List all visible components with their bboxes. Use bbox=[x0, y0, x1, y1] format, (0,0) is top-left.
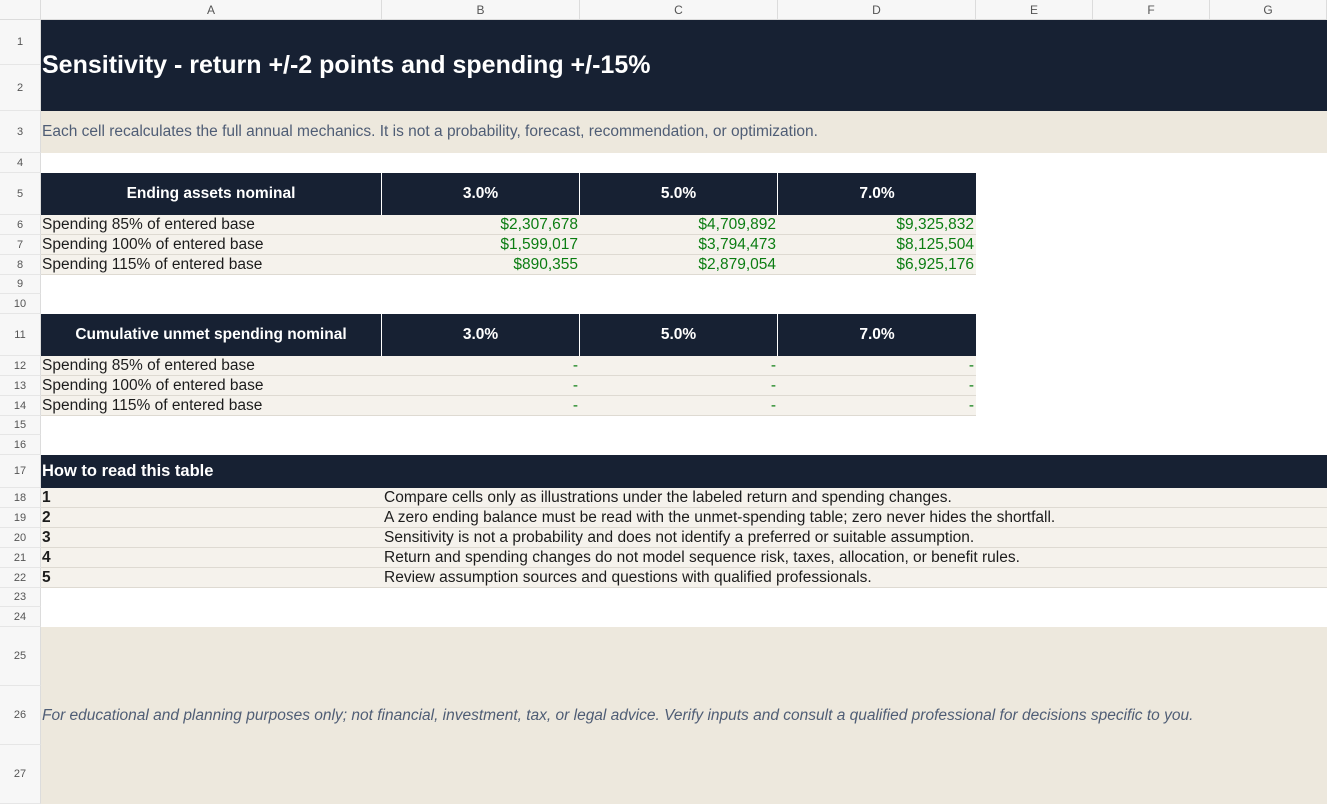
how-item-number[interactable]: 3 bbox=[41, 528, 382, 548]
how-item-text[interactable]: Compare cells only as illustrations under the labeled return and spending changes. bbox=[382, 488, 1327, 508]
row-header-20[interactable]: 20 bbox=[0, 528, 41, 548]
ending-return-header: 3.0% bbox=[382, 173, 580, 215]
how-item-text[interactable]: Review assumption sources and questions with qualified professionals. bbox=[382, 568, 1327, 588]
column-header-b[interactable]: B bbox=[382, 0, 580, 20]
how-item-number[interactable]: 4 bbox=[41, 548, 382, 568]
how-item-number[interactable]: 1 bbox=[41, 488, 382, 508]
row-header-25[interactable]: 25 bbox=[0, 627, 41, 686]
unmet-return-header: 5.0% bbox=[580, 314, 778, 356]
row-header-9[interactable]: 9 bbox=[0, 275, 41, 294]
column-header-g[interactable]: G bbox=[1210, 0, 1327, 20]
row-header-6[interactable]: 6 bbox=[0, 215, 41, 235]
row-header-27[interactable]: 27 bbox=[0, 745, 41, 804]
row-header-10[interactable]: 10 bbox=[0, 294, 41, 314]
row-header-5[interactable]: 5 bbox=[0, 173, 41, 215]
how-item-text[interactable]: Sensitivity is not a probability and does not identify a preferred or suitable assumption. bbox=[382, 528, 1327, 548]
row-header-7[interactable]: 7 bbox=[0, 235, 41, 255]
row-header-15[interactable]: 15 bbox=[0, 416, 41, 435]
ending-value-cell[interactable]: $2,879,054 bbox=[580, 255, 778, 275]
row-header-14[interactable]: 14 bbox=[0, 396, 41, 416]
column-header-a[interactable]: A bbox=[41, 0, 382, 20]
row-header-2[interactable]: 2 bbox=[0, 65, 41, 111]
ending-return-header: 5.0% bbox=[580, 173, 778, 215]
column-header-e[interactable]: E bbox=[976, 0, 1093, 20]
how-to-read-header: How to read this table bbox=[41, 455, 1327, 488]
page-title: Sensitivity - return +/-2 points and spending +/-15% bbox=[41, 20, 1327, 111]
ending-row-label[interactable]: Spending 100% of entered base bbox=[41, 235, 382, 255]
unmet-row-label[interactable]: Spending 100% of entered base bbox=[41, 376, 382, 396]
ending-return-header: 7.0% bbox=[778, 173, 976, 215]
unmet-value-cell[interactable]: - bbox=[778, 396, 976, 416]
disclaimer-text: For educational and planning purposes only; not financial, investment, tax, or legal advice. Verify inputs and consult a qualified professional for decisions specific to you. bbox=[41, 627, 1327, 804]
unmet-value-cell[interactable]: - bbox=[778, 376, 976, 396]
row-header-26[interactable]: 26 bbox=[0, 686, 41, 745]
row-header-16[interactable]: 16 bbox=[0, 435, 41, 455]
row-header-3[interactable]: 3 bbox=[0, 111, 41, 153]
row-header-1[interactable]: 1 bbox=[0, 20, 41, 65]
column-header-f[interactable]: F bbox=[1093, 0, 1210, 20]
unmet-row-label[interactable]: Spending 115% of entered base bbox=[41, 396, 382, 416]
unmet-value-cell[interactable]: - bbox=[580, 396, 778, 416]
ending-value-cell[interactable]: $3,794,473 bbox=[580, 235, 778, 255]
unmet-value-cell[interactable]: - bbox=[580, 376, 778, 396]
ending-value-cell[interactable]: $8,125,504 bbox=[778, 235, 976, 255]
unmet-value-cell[interactable]: - bbox=[778, 356, 976, 376]
ending-row-label[interactable]: Spending 85% of entered base bbox=[41, 215, 382, 235]
ending-value-cell[interactable]: $2,307,678 bbox=[382, 215, 580, 235]
unmet-value-cell[interactable]: - bbox=[382, 376, 580, 396]
ending-value-cell[interactable]: $890,355 bbox=[382, 255, 580, 275]
how-item-text[interactable]: A zero ending balance must be read with the unmet-spending table; zero never hides the shortfall. bbox=[382, 508, 1327, 528]
page-subtitle: Each cell recalculates the full annual mechanics. It is not a probability, forecast, recommendation, or optimization. bbox=[41, 111, 1327, 153]
column-header-c[interactable]: C bbox=[580, 0, 778, 20]
row-header-12[interactable]: 12 bbox=[0, 356, 41, 376]
ending-value-cell[interactable]: $9,325,832 bbox=[778, 215, 976, 235]
row-header-22[interactable]: 22 bbox=[0, 568, 41, 588]
unmet-value-cell[interactable]: - bbox=[382, 396, 580, 416]
how-item-number[interactable]: 5 bbox=[41, 568, 382, 588]
column-header-d[interactable]: D bbox=[778, 0, 976, 20]
unmet-return-header: 3.0% bbox=[382, 314, 580, 356]
unmet-table-header: Cumulative unmet spending nominal bbox=[41, 314, 382, 356]
select-all-corner[interactable] bbox=[0, 0, 41, 20]
row-header-4[interactable]: 4 bbox=[0, 153, 41, 173]
unmet-row-label[interactable]: Spending 85% of entered base bbox=[41, 356, 382, 376]
ending-row-label[interactable]: Spending 115% of entered base bbox=[41, 255, 382, 275]
row-header-17[interactable]: 17 bbox=[0, 455, 41, 488]
row-header-23[interactable]: 23 bbox=[0, 588, 41, 607]
ending-value-cell[interactable]: $1,599,017 bbox=[382, 235, 580, 255]
row-header-21[interactable]: 21 bbox=[0, 548, 41, 568]
row-header-19[interactable]: 19 bbox=[0, 508, 41, 528]
unmet-value-cell[interactable]: - bbox=[382, 356, 580, 376]
ending-value-cell[interactable]: $6,925,176 bbox=[778, 255, 976, 275]
row-header-24[interactable]: 24 bbox=[0, 607, 41, 627]
row-header-13[interactable]: 13 bbox=[0, 376, 41, 396]
row-header-11[interactable]: 11 bbox=[0, 314, 41, 356]
ending-table-header: Ending assets nominal bbox=[41, 173, 382, 215]
how-item-text[interactable]: Return and spending changes do not model sequence risk, taxes, allocation, or benefit rules. bbox=[382, 548, 1327, 568]
ending-value-cell[interactable]: $4,709,892 bbox=[580, 215, 778, 235]
unmet-value-cell[interactable]: - bbox=[580, 356, 778, 376]
how-item-number[interactable]: 2 bbox=[41, 508, 382, 528]
unmet-return-header: 7.0% bbox=[778, 314, 976, 356]
row-header-18[interactable]: 18 bbox=[0, 488, 41, 508]
row-header-8[interactable]: 8 bbox=[0, 255, 41, 275]
